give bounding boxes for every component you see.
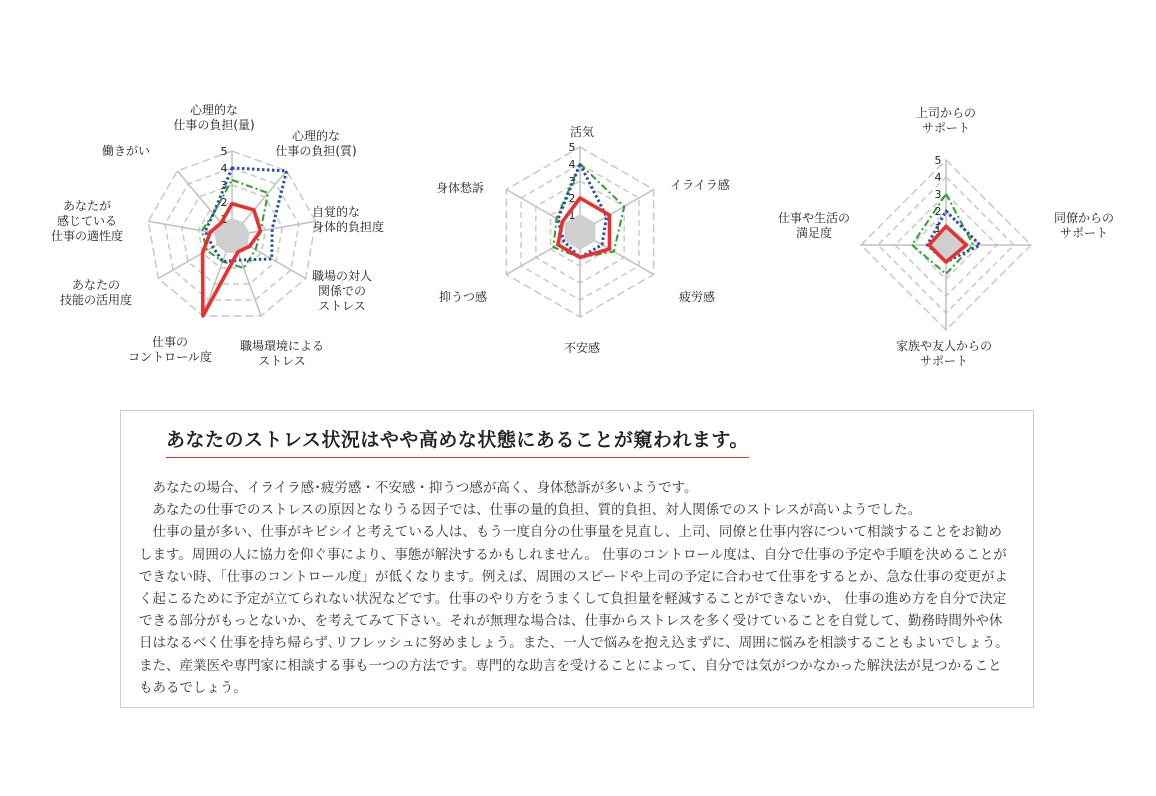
axis-label: 心理的な仕事の負担(質) bbox=[275, 129, 357, 158]
tick-label: 4 bbox=[220, 162, 228, 175]
axis-label: イライラ感 bbox=[670, 178, 730, 192]
axis-label: 働きがい bbox=[101, 144, 151, 158]
tick-label: 1 bbox=[220, 213, 228, 226]
axis-label: 不安感 bbox=[563, 341, 601, 355]
tick-label: 3 bbox=[220, 179, 228, 192]
axis-label: 職場の対人関係でのストレス bbox=[311, 269, 373, 313]
radar-chart-stress-reaction bbox=[436, 125, 730, 355]
tick-label: 5 bbox=[568, 141, 576, 154]
axis-label: あなたの技能の活用度 bbox=[59, 278, 133, 307]
axis-label: 疲労感 bbox=[678, 290, 716, 304]
tick-label: 2 bbox=[934, 205, 942, 218]
axis-label: 身体愁訴 bbox=[435, 181, 485, 195]
radar-chart-support bbox=[778, 105, 1114, 368]
tick-label: 2 bbox=[568, 192, 576, 205]
axis-label: 上司からのサポート bbox=[915, 106, 977, 135]
axis-label: 抑うつ感 bbox=[438, 290, 488, 304]
axis-label: 活気 bbox=[569, 125, 595, 139]
axis-label: 職場環境によるストレス bbox=[239, 339, 325, 368]
summary-box bbox=[120, 410, 1034, 708]
tick-label: 3 bbox=[568, 175, 576, 188]
axis-label: 仕事や生活の満足度 bbox=[777, 211, 851, 240]
tick-label: 1 bbox=[568, 209, 576, 222]
summary-body bbox=[139, 477, 1011, 699]
summary-paragraph: あなたの仕事でのストレスの原因となりうる因子では、仕事の量的負担、質的負担、対人関係でのストレスが高いようでした。 bbox=[152, 502, 922, 519]
radar-chart-job-stress bbox=[51, 103, 384, 368]
axis-label: 同僚からのサポート bbox=[1053, 211, 1115, 240]
tick-label: 2 bbox=[220, 196, 228, 209]
tick-label: 1 bbox=[934, 222, 942, 235]
axis-label: 仕事のコントロール度 bbox=[128, 335, 212, 364]
tick-label: 3 bbox=[934, 188, 942, 201]
axis-label: 家族や友人からのサポート bbox=[895, 339, 993, 368]
axis-label: 心理的な仕事の負担(量) bbox=[173, 103, 255, 132]
summary-paragraph: あなたの場合、イライラ感･疲労感・不安感・抑うつ感が高く、身体愁訴が多いようです。 bbox=[152, 480, 698, 496]
tick-label: 4 bbox=[568, 158, 576, 171]
axis-label: 自覚的な身体的負担度 bbox=[312, 205, 385, 234]
axis-label: あなたが感じている仕事の適性度 bbox=[50, 199, 124, 243]
tick-label: 5 bbox=[220, 145, 228, 158]
summary-paragraph: 仕事の量が多い、仕事がキビシイと考えている人は、もう一度自分の仕事量を見直し、上司、同僚と仕事内容について相談することをお勧めします。周囲の人に協力を仰ぐ事により、事態が解決するかもしれません。 仕事のコントロール度は、自分で仕事の予定や手順を決めることができない時、「仕事のコントロール度」が低くなります。例えば、周囲のスピードや上司の予定に合わせて仕事をするとか、急な仕事の変更がよく起こるために予定が立てられない状況などです。仕事のやり方をうまくして負担量を軽減することができないか、 仕事の進め方を自分で決定できる部分がもっとないか、を考えてみて下さい。それが無理な場合は、仕事からストレスを多く受けていることを自覚して、勤務時間外や休日はなるべく仕事を持ち帰らず､リフレッシュに努めましょう。また、一人で悩みを抱え込まずに、周囲に悩みを相談することもよいでしょう。また、産業医や専門家に相談する事も一つの方法です。専門的な助言を受けることによって、自分では気がつかなかった解決法が見つかることもあるでしょう。 bbox=[139, 524, 1009, 696]
summary-title: あなたのストレス状況はやや高めな状態にあることが窺われます。 bbox=[166, 425, 749, 458]
tick-label: 4 bbox=[934, 171, 942, 184]
tick-label: 5 bbox=[934, 154, 942, 167]
